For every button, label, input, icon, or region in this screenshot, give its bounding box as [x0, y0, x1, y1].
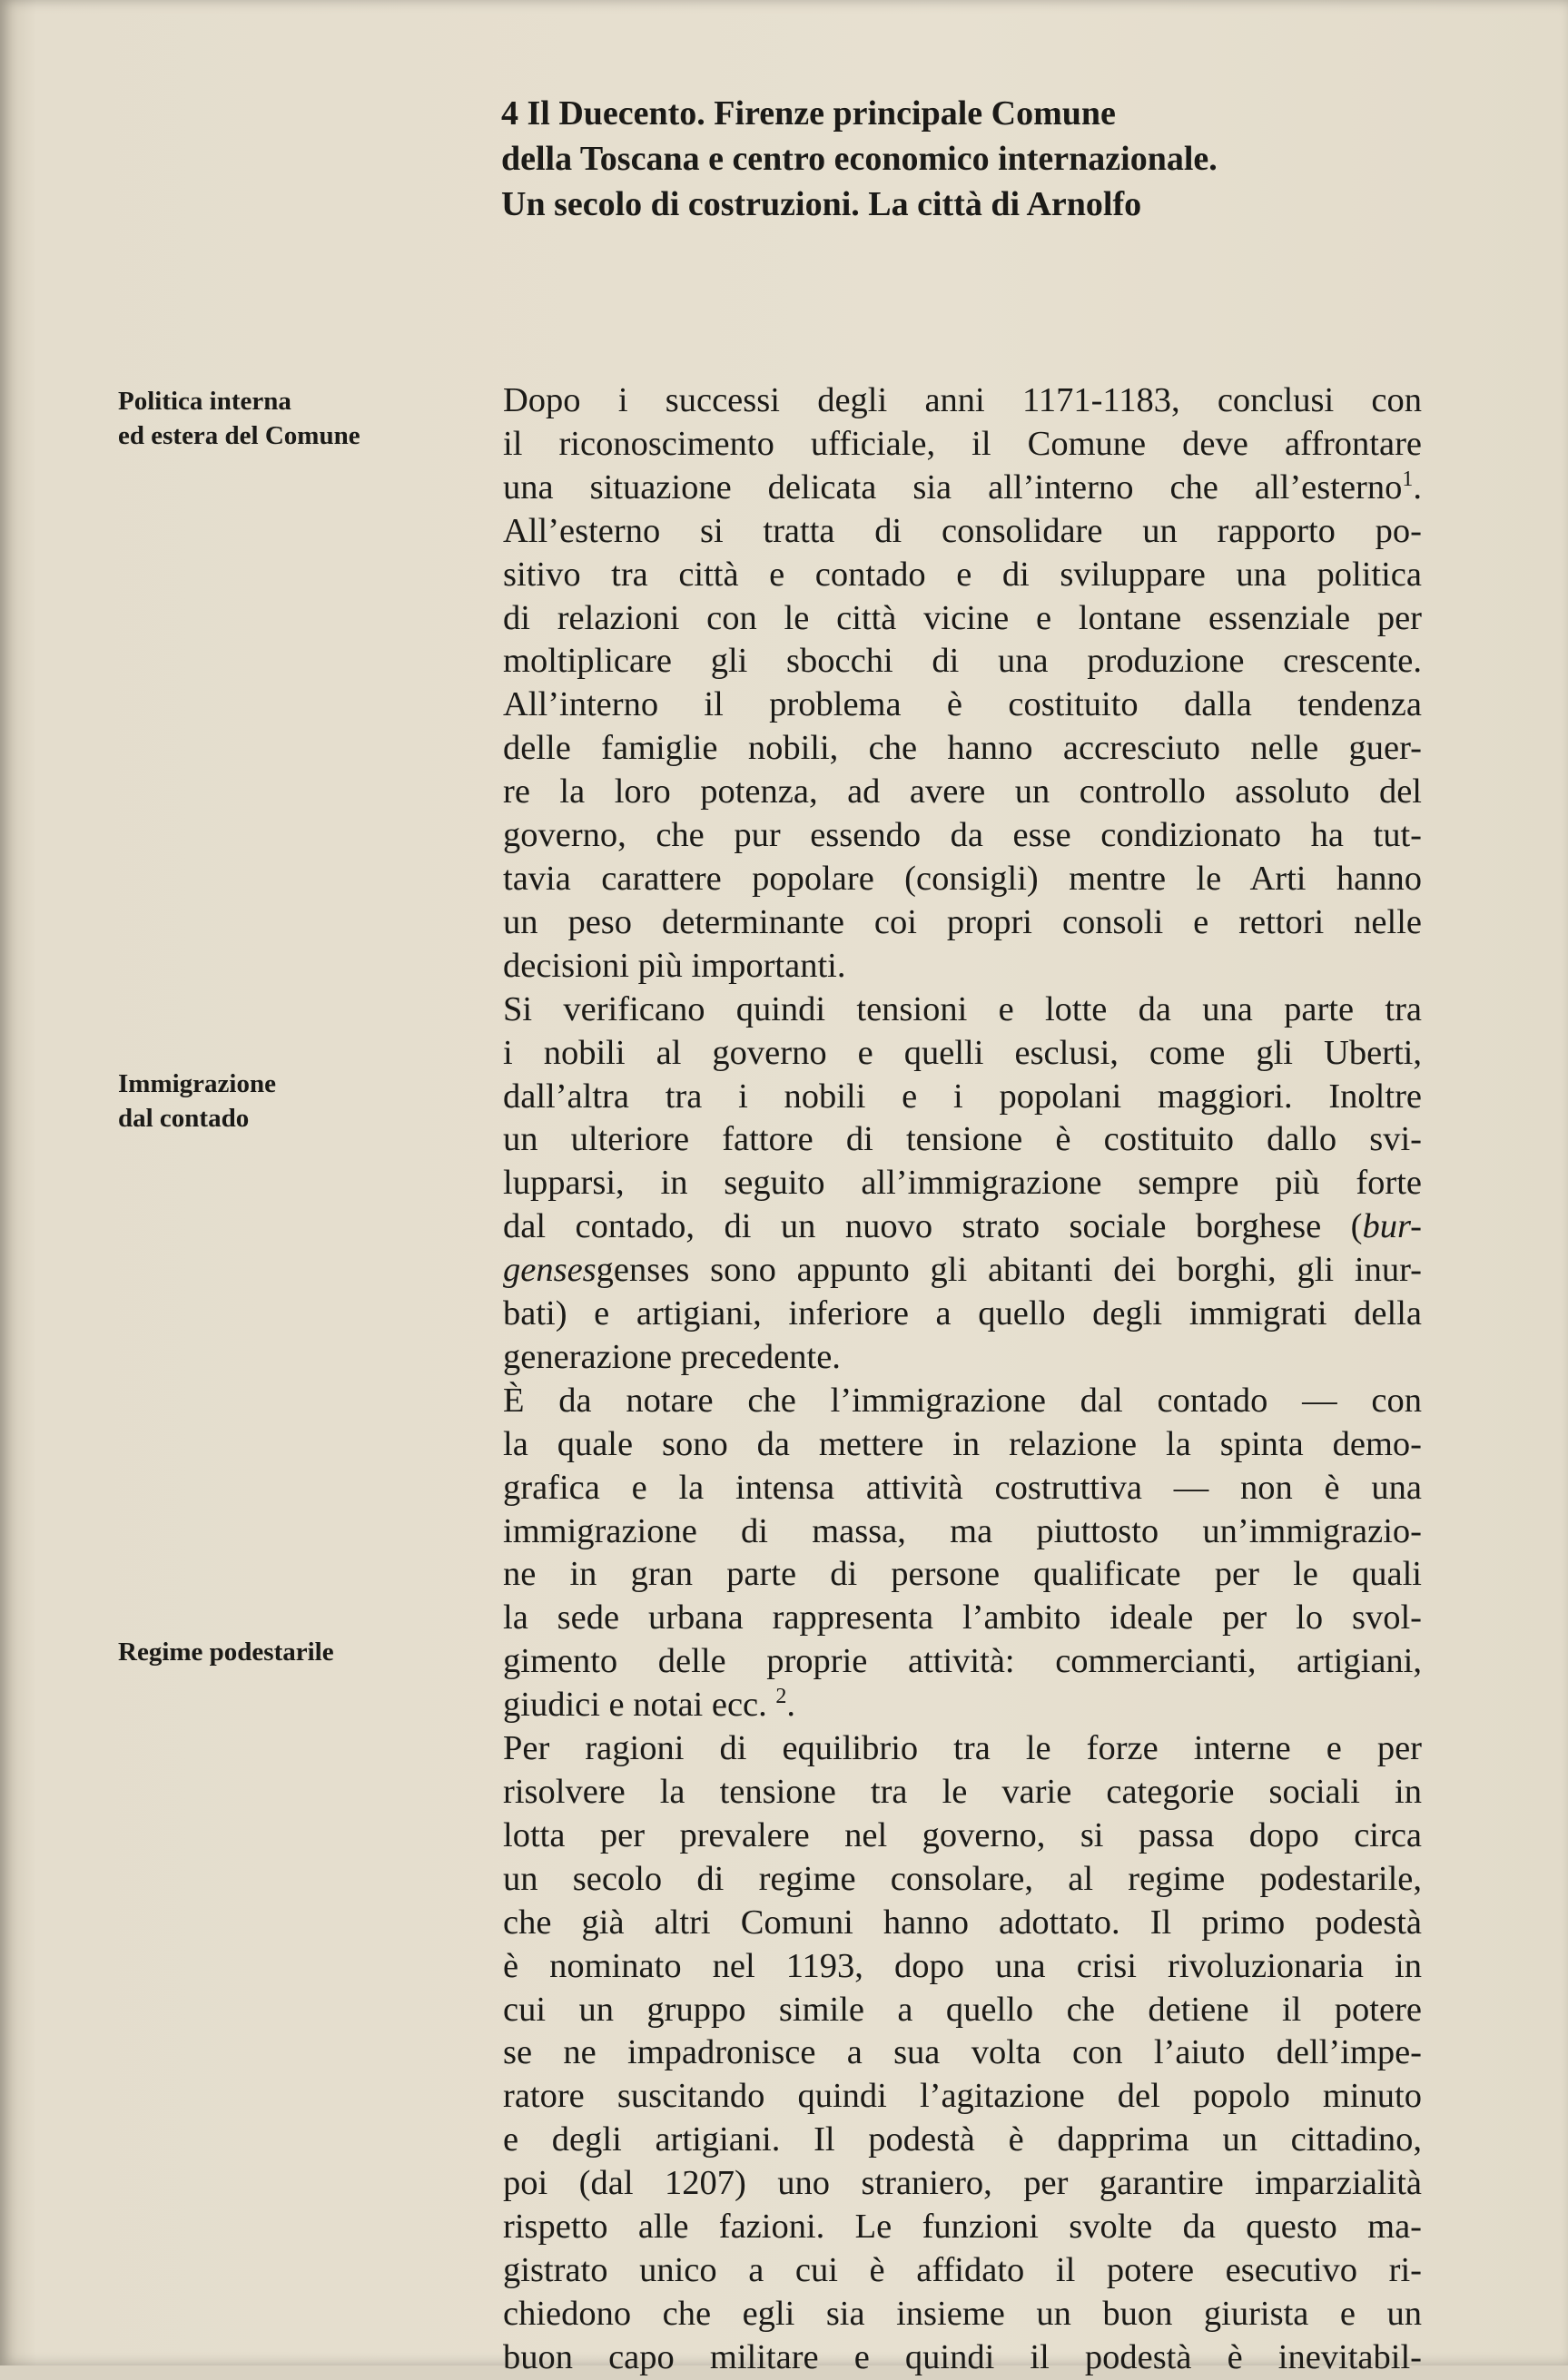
text-line: sitivo tra città e contado e di sviluppare una politica — [503, 555, 1422, 594]
margin-note-line: Regime podestarile — [118, 1637, 334, 1667]
text-line: delle famiglie nobili, che hanno accresciuto nelle guer- — [503, 729, 1422, 768]
text-line: un ulteriore fattore di tensione è costituito dallo svi- — [503, 1120, 1422, 1159]
margin-note-politica — [118, 384, 463, 453]
text-line: gensesgenses sono appunto gli abitanti dei borghi, gli inur- — [503, 1251, 1422, 1290]
heading-line: 4 Il Duecento. Firenze principale Comune — [501, 94, 1116, 133]
text-line: dall’altra tra i nobili e i popolani maggiori. Inoltre — [503, 1077, 1422, 1116]
heading-line: della Toscana e centro economico internazionale. — [501, 140, 1218, 178]
text-line: grafica e la intensa attività costruttiva — non è una — [503, 1468, 1422, 1507]
text-line: bati) e artigiani, inferiore a quello degli immigrati della — [503, 1294, 1422, 1333]
text-line: lotta per prevalere nel governo, si passa dopo circa — [503, 1815, 1422, 1854]
text-line: rispetto alle fazioni. Le funzioni svolte da questo ma- — [503, 2208, 1422, 2247]
text-line: gimento delle proprie attività: commercianti, artigiani, — [503, 1642, 1422, 1681]
text-line: immigrazione di massa, ma piuttosto un’immigrazio- — [503, 1511, 1422, 1550]
footnote-ref: 2 — [775, 1685, 787, 1709]
text-line: è nominato nel 1193, dopo una crisi rivoluzionaria in — [503, 1946, 1422, 1985]
text-line: È da notare che l’immigrazione dal contado — con — [503, 1381, 1422, 1420]
text-line: poi (dal 1207) uno straniero, per garantire imparzialità — [503, 2164, 1422, 2203]
body-text — [503, 379, 1422, 2380]
text-line: la quale sono da mettere in relazione la spinta demo- — [503, 1424, 1422, 1463]
heading-line: Un secolo di costruzioni. La città di Arnolfo — [501, 185, 1142, 223]
text-line: re la loro potenza, ad avere un controllo assoluto del — [503, 772, 1422, 811]
margin-note-regime — [118, 1635, 463, 1669]
text-line: governo, che pur essendo da esse condizionato ha tut- — [503, 816, 1422, 855]
margin-note-line: Politica interna — [118, 387, 291, 416]
text-line: cui un gruppo simile a quello che detiene il potere — [503, 1990, 1422, 2029]
text-line: chiedono che egli sia insieme un buon giurista e un — [503, 2294, 1422, 2333]
text-line: moltiplicare gli sbocchi di una produzione crescente. — [503, 642, 1422, 681]
text-line: e degli artigiani. Il podestà è dapprima un cittadino, — [503, 2120, 1422, 2159]
margin-note-line: ed estera del Comune — [118, 421, 360, 450]
margin-note-line: Immigrazione — [118, 1069, 276, 1098]
text-line: giudici e notai ecc. $^2$. — [503, 1685, 796, 1725]
text-line: All’esterno si tratta di consolidare un rapporto po- — [503, 511, 1422, 550]
text-line: risolvere la tensione tra le varie categorie sociali in — [503, 1773, 1422, 1811]
text-line: decisioni più importanti. — [503, 946, 846, 985]
footnote-ref: 1 — [1402, 467, 1414, 491]
text-line: ne in gran parte di persone qualificate per le quali — [503, 1555, 1422, 1594]
text-line: All’interno il problema è costituito dalla tendenza — [503, 685, 1422, 724]
text-line: gistrato unico a cui è affidato il potere esecutivo ri- — [503, 2250, 1422, 2289]
text-line: buon capo militare e quindi il podestà è inevitabil- — [503, 2337, 1422, 2376]
margin-note-line: dal contado — [118, 1104, 250, 1133]
text-line: il riconoscimento ufficiale, il Comune deve affrontare — [503, 424, 1422, 463]
italic-word: bur- — [1362, 1207, 1422, 1246]
text-line: ratore suscitando quindi l’agitazione del popolo minuto — [503, 2077, 1422, 2116]
text-line: lupparsi, in seguito all’immigrazione sempre più forte — [503, 1164, 1422, 1203]
text-line: un peso determinante coi propri consoli e rettori nelle — [503, 902, 1422, 941]
text-line: Per ragioni di equilibrio tra le forze interne e per — [503, 1729, 1422, 1768]
text-line: generazione precedente. — [503, 1337, 841, 1376]
text-line: i nobili al governo e quelli esclusi, come gli Uberti, — [503, 1033, 1422, 1072]
text-line: una situazione delicata sia all’interno che all’esterno$^1$. — [503, 467, 1422, 506]
text-line: di relazioni con le città vicine e lontane essenziale per — [503, 598, 1422, 637]
text-line: Dopo i successi degli anni 1171-1183, conclusi con — [503, 381, 1422, 419]
text-line: Si verificano quindi tensioni e lotte da una parte tra — [503, 989, 1422, 1028]
italic-word: genses — [503, 1251, 597, 1290]
text-line: che già altri Comuni hanno adottato. Il primo podestà — [503, 1903, 1422, 1942]
chapter-heading — [501, 91, 1409, 227]
text-line: un secolo di regime consolare, al regime podestarile, — [503, 1859, 1422, 1898]
margin-note-immigrazione — [118, 1067, 463, 1136]
text-line: la sede urbana rappresenta l’ambito ideale per lo svol- — [503, 1598, 1422, 1637]
text-line: se ne impadronisce a sua volta con l’aiuto dell’impe- — [503, 2033, 1422, 2072]
text-line: tavia carattere popolare (consigli) mentre le Arti hanno — [503, 859, 1422, 898]
text-line: dal contado, di un nuovo strato sociale borghese (bur- — [503, 1207, 1422, 1246]
